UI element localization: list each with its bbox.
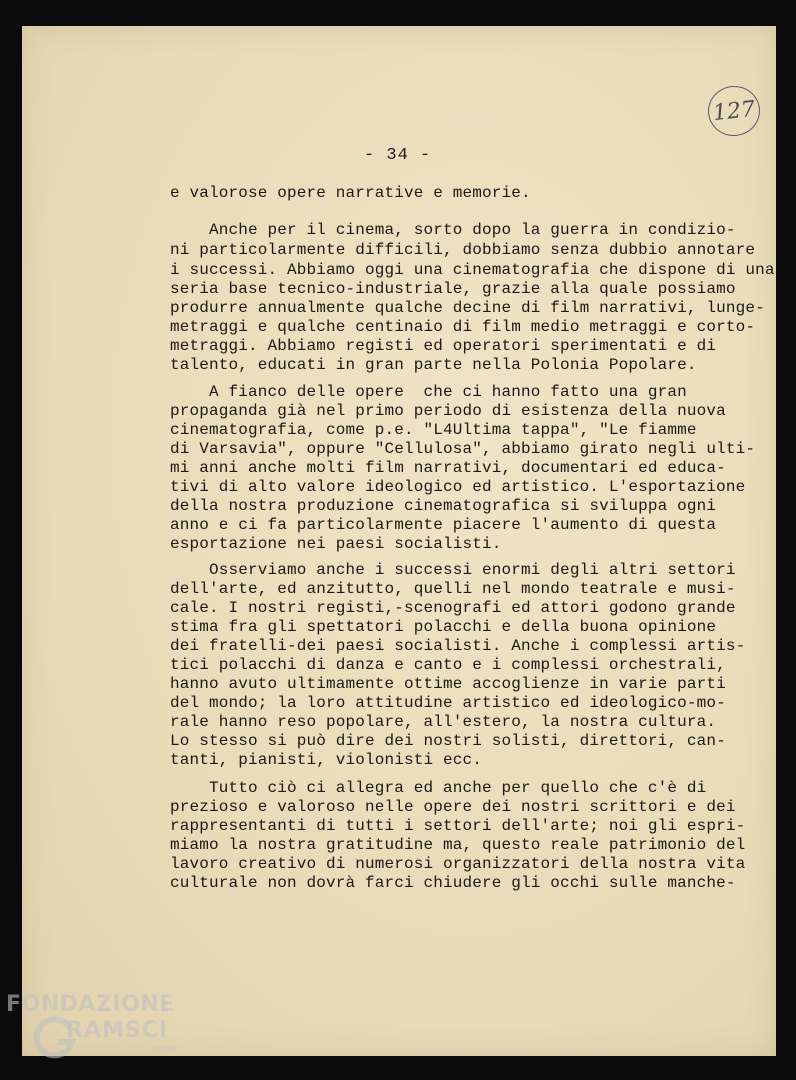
text-line: dell'arte, ed anzitutto, quelli nel mondo teatrale e musi- xyxy=(170,580,736,598)
archive-number: 127 xyxy=(711,96,757,126)
text-line: talento, educati in gran parte nella Polonia Popolare. xyxy=(170,356,697,374)
text-line: propaganda già nel primo periodo di esistenza della nuova xyxy=(170,402,726,420)
text-line: stima fra gli spettatori polacchi e della buona opinione xyxy=(170,618,717,636)
text-line: prezioso e valoroso nelle opere dei nostri scrittori e dei xyxy=(170,798,736,816)
watermark-suffix: onlus xyxy=(152,1044,177,1054)
archive-number-stamp xyxy=(706,83,763,138)
text-line: i successi. Abbiamo oggi una cinematografia che dispone di una xyxy=(170,261,775,279)
text-line: metraggi e qualche centinaio di film medio metraggi e corto- xyxy=(170,318,756,336)
text-line: tici polacchi di danza e canto e i complessi orchestrali, xyxy=(170,656,726,674)
text-line: anno e ci fa particolarmente piacere l'aumento di questa xyxy=(170,516,717,534)
watermark-line2: RAMSCI xyxy=(66,1018,169,1043)
text-line: di Varsavia", oppure "Cellulosa", abbiamo girato negli ulti- xyxy=(170,440,756,458)
text-line: miamo la nostra gratitudine ma, questo reale patrimonio del xyxy=(170,836,746,854)
text-line: hanno avuto ultimamente ottime accoglienze in varie parti xyxy=(170,675,726,693)
text-line: del mondo; la loro attitudine artistico ed ideologico-mo- xyxy=(170,694,726,712)
text-line: rappresentanti di tutti i settori dell'arte; noi gli espri- xyxy=(170,817,746,835)
text-line: tivi di alto valore ideologico ed artistico. L'esportazione xyxy=(170,478,746,496)
text-line: ni particolarmente difficili, dobbiamo senza dubbio annotare xyxy=(170,241,756,259)
text-line: mi anni anche molti film narrativi, documentari ed educa- xyxy=(170,459,726,477)
text-line: produrre annualmente qualche decine di film narrativi, lunge- xyxy=(170,299,765,317)
text-line: lavoro creativo di numerosi organizzatori della nostra vita xyxy=(170,855,746,873)
text-line: esportazione nei paesi socialisti. xyxy=(170,535,502,553)
text-line: Osserviamo anche i successi enormi degli altri settori xyxy=(170,561,736,579)
text-line: Lo stesso si può dire dei nostri solisti, direttori, can- xyxy=(170,732,726,750)
fondazione-gramsci-watermark xyxy=(6,992,206,1072)
text-line: dei fratelli-dei paesi socialisti. Anche i complessi artis- xyxy=(170,637,746,655)
text-line: e valorose opere narrative e memorie. xyxy=(170,184,531,202)
text-line: Tutto ciò ci allegra ed anche per quello che c'è di xyxy=(170,779,707,797)
text-line: tanti, pianisti, violonisti ecc. xyxy=(170,751,483,769)
text-line: seria base tecnico-industriale, grazie alla quale possiamo xyxy=(170,280,736,298)
text-line: cale. I nostri registi,-scenografi ed attori godono grande xyxy=(170,599,736,617)
text-line: A fianco delle opere che ci hanno fatto una gran xyxy=(170,383,687,401)
text-line: culturale non dovrà farci chiudere gli occhi sulle manche- xyxy=(170,874,736,892)
text-line: cinematografia, come p.e. "L4Ultima tappa", "Le fiamme xyxy=(170,421,697,439)
text-line: metraggi. Abbiamo registi ed operatori sperimentati e di xyxy=(170,337,717,355)
text-line: rale hanno reso popolare, all'estero, la nostra cultura. xyxy=(170,713,717,731)
page-number: - 34 - xyxy=(364,146,432,165)
watermark-line1: FONDAZIONE xyxy=(6,992,175,1017)
text-line: Anche per il cinema, sorto dopo la guerra in condizio- xyxy=(170,221,736,239)
text-line: della nostra produzione cinematografica si sviluppa ogni xyxy=(170,497,717,515)
